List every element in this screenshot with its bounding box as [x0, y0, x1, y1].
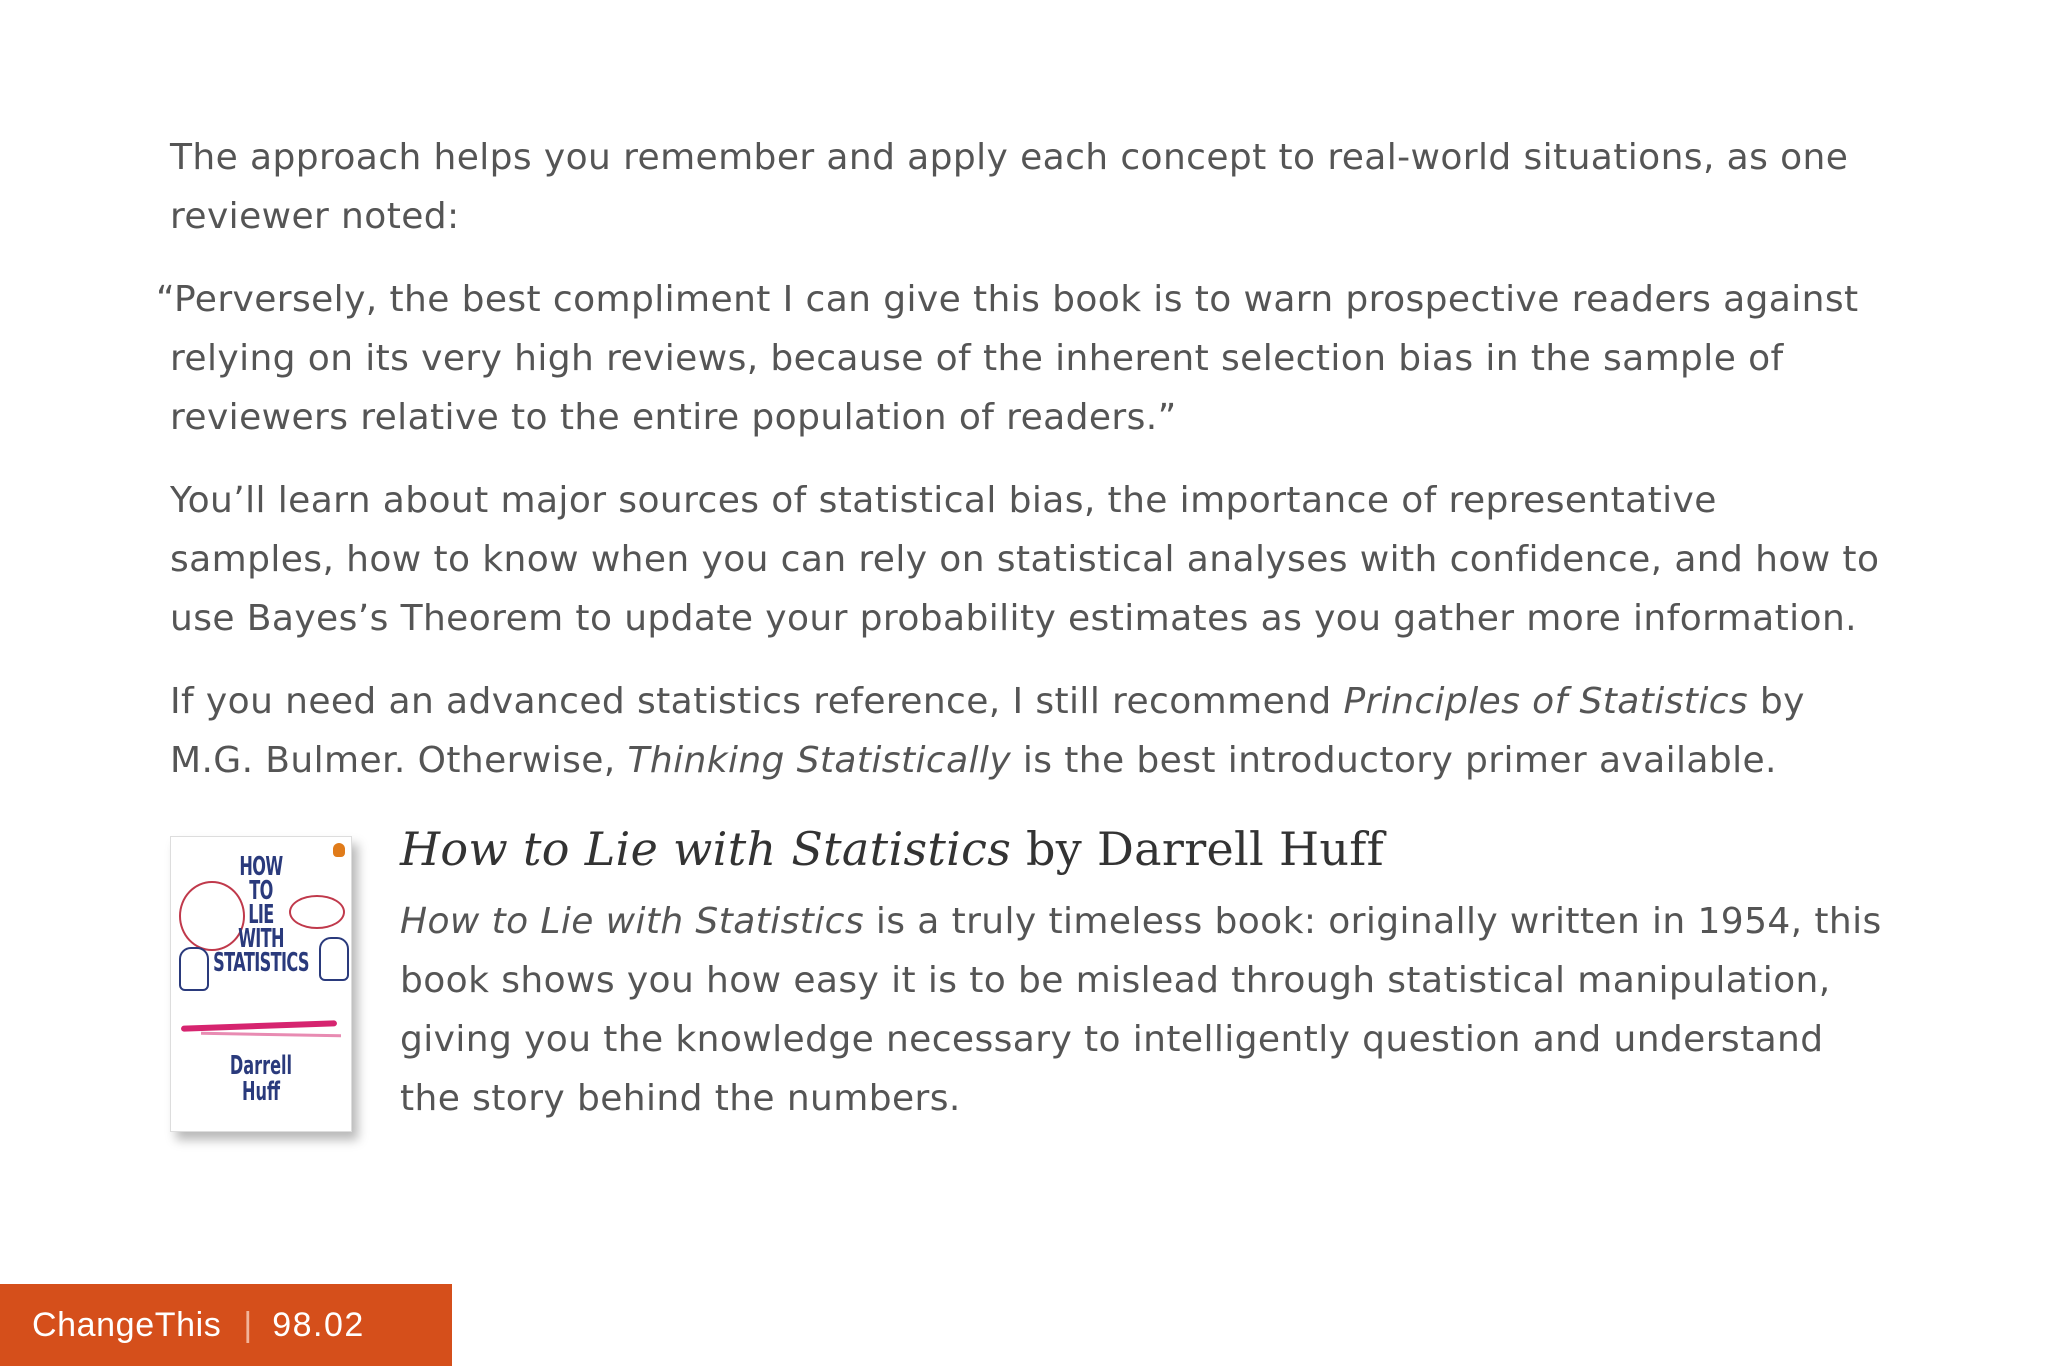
article-body: [156, 128, 1890, 1134]
penguin-logo-icon: [333, 843, 345, 857]
paragraph-learn: You’ll learn about major sources of statistical bias, the importance of representative samples, how to know when you can rely on statistical analyses with confidence, and how to use Bayes’s Theorem to update your probability estimates as you gather more information.: [170, 480, 1880, 639]
cover-title: [205, 852, 317, 978]
footer-badge: [0, 1284, 452, 1366]
book-title-principles: Principles of Statistics: [1343, 681, 1749, 722]
cover-title-line: LIE: [248, 900, 274, 930]
book-heading-author: by Darrell Huff: [1011, 822, 1384, 876]
recommendation-text-a: If you need an advanced statistics reference, I still recommend: [170, 681, 1344, 722]
cover-author-line: Huff: [241, 1077, 281, 1107]
footer-issue-number: 98.02: [272, 1305, 365, 1344]
cover-author: [205, 1053, 317, 1105]
cover-title-line: STATISTICS: [213, 948, 309, 978]
book-description-text: is a truly timeless book: originally written in 1954, this book shows you how easy it is to be mislead through statistical manipulation, giving you the knowledge necessary to intelligently question and understand the story behind the numbers.: [400, 901, 1882, 1119]
book-heading: [400, 814, 1890, 884]
cover-title-line: TO: [249, 876, 273, 906]
cover-author-line: Darrell: [229, 1051, 293, 1081]
recommendation-text-c: is the best introductory primer available.: [1011, 740, 1777, 781]
book-heading-title: How to Lie with Statistics: [400, 822, 1012, 876]
cover-stripe: [181, 1020, 337, 1031]
book-review-how-to-lie: [170, 814, 1890, 1134]
book-description: [400, 892, 1890, 1128]
footer-brand: ChangeThis: [32, 1305, 222, 1344]
paragraph-approach: The approach helps you remember and apply each concept to real-world situations, as one reviewer noted:: [170, 137, 1849, 237]
book-title-thinking: Thinking Statistically: [627, 740, 1012, 781]
recommendation-text-b: by M.G. Bulmer. Otherwise,: [170, 681, 1805, 781]
paragraph-recommendation: [170, 672, 1890, 790]
book-review-text: [400, 814, 1890, 1128]
cartoon-figure-icon: [319, 937, 349, 981]
book-description-title: How to Lie with Statistics: [400, 901, 865, 942]
cover-stripe: [201, 1032, 341, 1037]
reviewer-quote: “Perversely, the best compliment I can give this book is to warn prospective readers against relying on its very high reviews, because of the inherent selection bias in the sample of reviewers relative to the entire population of readers.”: [156, 279, 1859, 438]
book-cover-image: [170, 836, 352, 1132]
footer-separator: |: [243, 1305, 253, 1344]
cover-title-line: WITH: [238, 924, 284, 954]
cover-title-line: HOW: [239, 852, 283, 882]
